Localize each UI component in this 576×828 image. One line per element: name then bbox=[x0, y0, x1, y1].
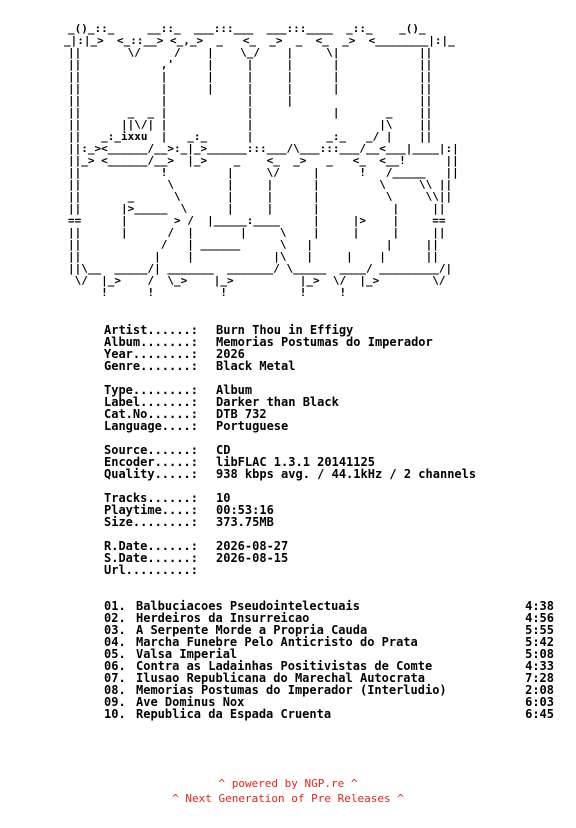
info-value: Album bbox=[216, 383, 253, 397]
svg-text:|| / | ______: || / | ______ \ | | || bbox=[68, 238, 439, 251]
track-duration: 6:03 bbox=[525, 695, 554, 709]
info-value: 2026-08-15 bbox=[216, 551, 289, 565]
info-value: 2026 bbox=[216, 347, 245, 361]
info-key: Tracks......: bbox=[104, 491, 198, 505]
track-duration: 5:42 bbox=[525, 635, 554, 649]
info-line bbox=[104, 420, 564, 432]
track-duration: 5:08 bbox=[525, 647, 554, 661]
svg-text:|| | |: || | | | || bbox=[68, 94, 433, 107]
info-line bbox=[104, 564, 564, 576]
track-number: 05. bbox=[104, 647, 126, 661]
info-value: Burn Thou in Effigy bbox=[216, 323, 354, 337]
svg-text:|| ! |: || ! | \/ | ! /_____ || bbox=[68, 166, 459, 179]
svg-text:|| | | |: || | | | | | || bbox=[68, 82, 433, 95]
svg-text:||:_><______/__>:_|_>______:::: ||:_><______/__>:_|_>______:::___/\___:::___/__<___|____|:| bbox=[68, 142, 459, 155]
track-number: 10. bbox=[104, 707, 126, 721]
info-key: Type........: bbox=[104, 383, 198, 397]
info-value: Portuguese bbox=[216, 419, 289, 433]
info-value: 10 bbox=[216, 491, 231, 505]
svg-text:|| ,' | |: || ,' | | | | || bbox=[68, 58, 433, 71]
track-duration: 6:45 bbox=[525, 707, 554, 721]
track-number: 01. bbox=[104, 599, 126, 613]
track-number: 08. bbox=[104, 683, 126, 697]
info-key: Cat.No......: bbox=[104, 407, 198, 421]
svg-text:|| \ |: || \ | | | \ \\ || bbox=[68, 178, 453, 191]
svg-text:|| | / | |: || | / | | \ | | | || bbox=[68, 226, 446, 239]
ascii-art-logo bbox=[60, 10, 570, 300]
info-key: Genre.......: bbox=[104, 359, 198, 373]
info-key: Quality.....: bbox=[104, 467, 198, 481]
svg-text:|| |>_____ \ |: || |>_____ \ | | | | || bbox=[68, 202, 446, 215]
info-value: Darker than Black bbox=[216, 395, 339, 409]
track-number: 06. bbox=[104, 659, 126, 673]
svg-text:! ! !: ! ! ! ! ! bbox=[68, 286, 347, 299]
track-title: Ilusao Republicana do Marechal Autocrata bbox=[136, 671, 425, 685]
info-key: R.Date......: bbox=[104, 539, 198, 553]
info-key: Artist......: bbox=[104, 323, 198, 337]
svg-text:|| _ \ |: || _ \ | | | \ \\|| bbox=[68, 190, 453, 203]
info-key: Playtime....: bbox=[104, 503, 198, 517]
svg-text:|| _ _ | |: || _ _ | | | _ || bbox=[68, 106, 433, 119]
info-value: 373.75MB bbox=[216, 515, 274, 529]
track-number: 09. bbox=[104, 695, 126, 709]
track-title: Valsa Imperial bbox=[136, 647, 238, 661]
track-title: Contra as Ladainhas Positivistas de Comte bbox=[136, 659, 433, 673]
track-duration: 5:55 bbox=[525, 623, 554, 637]
info-value: 2026-08-27 bbox=[216, 539, 289, 553]
track-row bbox=[104, 708, 554, 720]
svg-text:||\__ _____/| _______ ______: ||\__ _____/| _______ _______/ \_____ ____/ _________/| bbox=[68, 262, 453, 275]
info-key: Size........: bbox=[104, 515, 198, 529]
info-key: Album.......: bbox=[104, 335, 198, 349]
svg-text:_()_::_ __::_ ___:::___: _()_::_ __::_ ___:::___ ___:::____ _::_ _()_ bbox=[68, 22, 426, 35]
track-duration: 7:28 bbox=[525, 671, 554, 685]
svg-text:|| | |: || | | |\ | | | || bbox=[68, 250, 439, 263]
svg-text:|| ||\/| | |: || ||\/| | | |\ || bbox=[68, 118, 433, 131]
info-line bbox=[104, 516, 564, 528]
release-info bbox=[104, 324, 564, 576]
info-line bbox=[104, 360, 564, 372]
info-value: Black Metal bbox=[216, 359, 296, 373]
track-number: 04. bbox=[104, 635, 126, 649]
footer bbox=[0, 776, 576, 806]
info-key: Year........: bbox=[104, 347, 198, 361]
svg-text:\/ |_> / \_> |_>: \/ |_> / \_> |_> |_> \/ |_> \/ bbox=[68, 274, 446, 287]
info-value: libFLAC 1.3.1 20141125 bbox=[216, 455, 375, 469]
info-value: CD bbox=[216, 443, 231, 457]
track-title: Herdeiros da Insurreicao bbox=[136, 611, 310, 625]
track-title: Balbuciacoes Pseudointelectuais bbox=[136, 599, 360, 613]
info-key: Label.......: bbox=[104, 395, 198, 409]
track-duration: 4:33 bbox=[525, 659, 554, 673]
svg-text:|| | | |: || | | | | | || bbox=[68, 70, 433, 83]
track-title: Marcha Funebre Pelo Anticristo do Prata bbox=[136, 635, 418, 649]
track-number: 02. bbox=[104, 611, 126, 625]
svg-text:== | > / |_____:__: == | > / |_____:____ | |> | == bbox=[68, 214, 446, 227]
track-number: 07. bbox=[104, 671, 126, 685]
track-title: Ave Dominus Nox bbox=[136, 695, 245, 709]
info-key: Source......: bbox=[104, 443, 198, 457]
info-key: Language....: bbox=[104, 419, 198, 433]
track-duration: 4:56 bbox=[525, 611, 554, 625]
info-value: DTB 732 bbox=[216, 407, 267, 421]
tracklist bbox=[104, 600, 554, 720]
info-key: S.Date......: bbox=[104, 551, 198, 565]
track-duration: 4:38 bbox=[525, 599, 554, 613]
track-duration: 2:08 bbox=[525, 683, 554, 697]
track-title: Memorias Postumas do Imperador (Interludio) bbox=[136, 683, 447, 697]
info-value: Memorias Postumas do Imperador bbox=[216, 335, 433, 349]
svg-text:||_> <______/__> |_> _: ||_> <______/__> |_> _ <_ _> _ <_ <__! || bbox=[68, 154, 459, 167]
svg-text:_|:|_> <_::__> <_,_> _ <_: _|:|_> <_::__> <_,_> _ <_ _> _ <_ _> <________|:|_ bbox=[64, 34, 455, 47]
svg-text:|| \/ / | \_/: || \/ / | \_/ | \| || bbox=[68, 46, 433, 59]
info-line bbox=[104, 468, 564, 480]
track-number: 03. bbox=[104, 623, 126, 637]
footer-tagline: ^ Next Generation of Pre Releases ^ bbox=[172, 792, 404, 805]
track-title: A Serpente Morde a Propria Cauda bbox=[136, 623, 368, 637]
svg-text:|| _:_ixxu | _:_ |: || _:_ixxu | _:_ | _:_ _/ | || bbox=[68, 130, 433, 143]
footer-powered-by: ^ powered by NGP.re ^ bbox=[218, 777, 358, 790]
info-key: Encoder.....: bbox=[104, 455, 198, 469]
info-value: 00:53:16 bbox=[216, 503, 274, 517]
ascii-art-frame bbox=[60, 10, 570, 300]
info-value: 938 kbps avg. / 44.1kHz / 2 channels bbox=[216, 467, 477, 481]
track-title: Republica da Espada Cruenta bbox=[136, 707, 332, 721]
info-key: Url.........: bbox=[104, 563, 198, 577]
